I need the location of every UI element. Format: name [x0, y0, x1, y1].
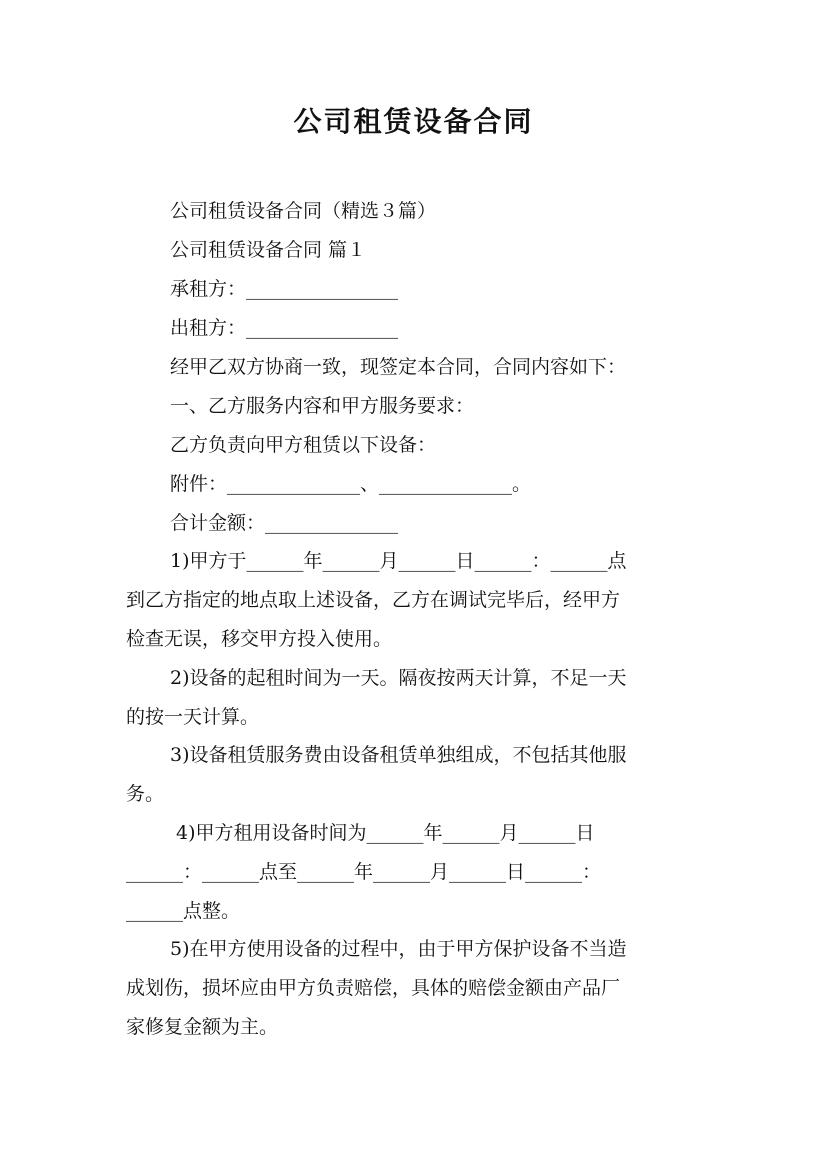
paragraph-item-5-line-1: 5)在甲方使用设备的过程中，由于甲方保护设备不当造: [170, 938, 627, 960]
paragraph-item-1-line-3: 检查无误，移交甲方投入使用。: [126, 628, 393, 650]
paragraph-total-amount: 合计金额：______________: [170, 512, 399, 534]
paragraph-item-1-line-1: 1)甲方于______年______月______日______：______点: [170, 550, 627, 572]
document-title: 公司租赁设备合同: [293, 105, 534, 138]
paragraph-item-5-line-2: 成划伤，损坏应由甲方负责赔偿，具体的赔偿金额由产品厂: [126, 977, 621, 999]
paragraph-item-4-line-1: 4)甲方租用设备时间为______年______月______日: [176, 822, 595, 844]
paragraph-item-4-line-2: ______：______点至______年______月______日______：: [126, 861, 602, 883]
paragraph-item-2-line-2: 的按一天计算。: [126, 706, 260, 728]
paragraph-item-1-line-2: 到乙方指定的地点取上述设备，乙方在调试完毕后，经甲方: [126, 589, 621, 611]
paragraph-lessor: 出租方：________________: [170, 317, 399, 339]
paragraph-item-4-line-3: ______点整。: [126, 900, 241, 922]
paragraph-equipment: 乙方负责向甲方租赁以下设备：: [170, 434, 437, 456]
paragraph-clause-heading: 一、乙方服务内容和甲方服务要求：: [170, 395, 475, 417]
paragraph-subtitle: 公司租赁设备合同（精选３篇）: [170, 200, 437, 222]
paragraph-lessee: 承租方：________________: [170, 278, 399, 300]
paragraph-agreement: 经甲乙双方协商一致，现签定本合同，合同内容如下：: [170, 356, 627, 378]
paragraph-attachment: 附件：______________、______________。: [170, 473, 532, 495]
paragraph-item-3-line-1: 3)设备租赁服务费由设备租赁单独组成，不包括其他服: [170, 744, 627, 766]
paragraph-item-2-line-1: 2)设备的起租时间为一天。隔夜按两天计算，不足一天: [170, 667, 627, 689]
paragraph-item-3-line-2: 务。: [126, 783, 165, 805]
paragraph-section-heading: 公司租赁设备合同 篇１: [170, 239, 367, 261]
paragraph-item-5-line-3: 家修复金额为主。: [126, 1016, 279, 1038]
